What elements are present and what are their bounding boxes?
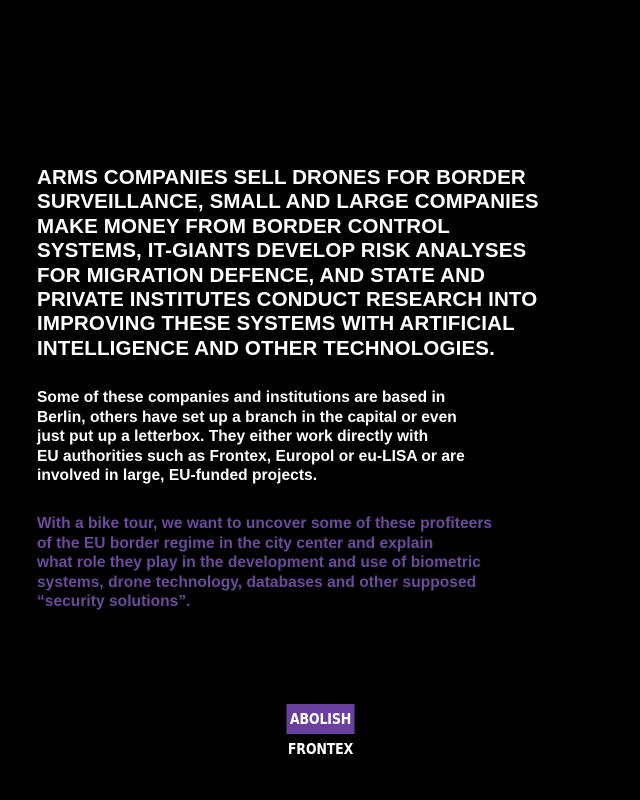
- logo-bottom-text: FRONTEX: [287, 740, 354, 758]
- body-line: just put up a letterbox. They either work directly with: [37, 428, 429, 445]
- highlight-line: With a bike tour, we want to uncover some of these profiteers: [37, 515, 493, 532]
- body-line: involved in large, EU-funded projects.: [37, 467, 318, 484]
- headline-line: IMPROVING THESE SYSTEMS WITH ARTIFICIAL: [37, 312, 515, 336]
- headline-line: ARMS COMPANIES SELL DRONES FOR BORDER: [37, 166, 526, 189]
- headline-line: PRIVATE INSTITUTES CONDUCT RESEARCH INTO: [37, 288, 538, 312]
- highlight-paragraph: [37, 514, 617, 612]
- highlight-line: “security solutions”.: [37, 593, 191, 610]
- headline-line: FOR MIGRATION DEFENCE, AND STATE AND: [37, 263, 486, 287]
- headline-line: MAKE MONEY FROM BORDER CONTROL: [37, 214, 450, 238]
- highlight-line: what role they play in the development and use of biometric: [37, 554, 481, 571]
- headline: [37, 166, 617, 361]
- highlight-line: of the EU border regime in the city center and explain: [37, 534, 434, 552]
- logo-top-text: ABOLISH: [286, 704, 354, 734]
- body-paragraph: [37, 388, 617, 486]
- body-line: EU authorities such as Frontex, Europol or eu-LISA or are: [37, 447, 465, 465]
- headline-line: INTELLIGENCE AND OTHER TECHNOLOGIES.: [37, 336, 495, 360]
- body-line: Berlin, others have set up a branch in the capital or even: [37, 408, 457, 426]
- headline-line: SYSTEMS, IT-GIANTS DEVELOP RISK ANALYSES: [37, 239, 527, 263]
- abolish-frontex-logo: [280, 704, 361, 764]
- headline-line: SURVEILLANCE, SMALL AND LARGE COMPANIES: [37, 190, 539, 214]
- highlight-line: systems, drone technology, databases and other supposed: [37, 573, 477, 591]
- body-line: Some of these companies and institutions are based in: [37, 389, 446, 406]
